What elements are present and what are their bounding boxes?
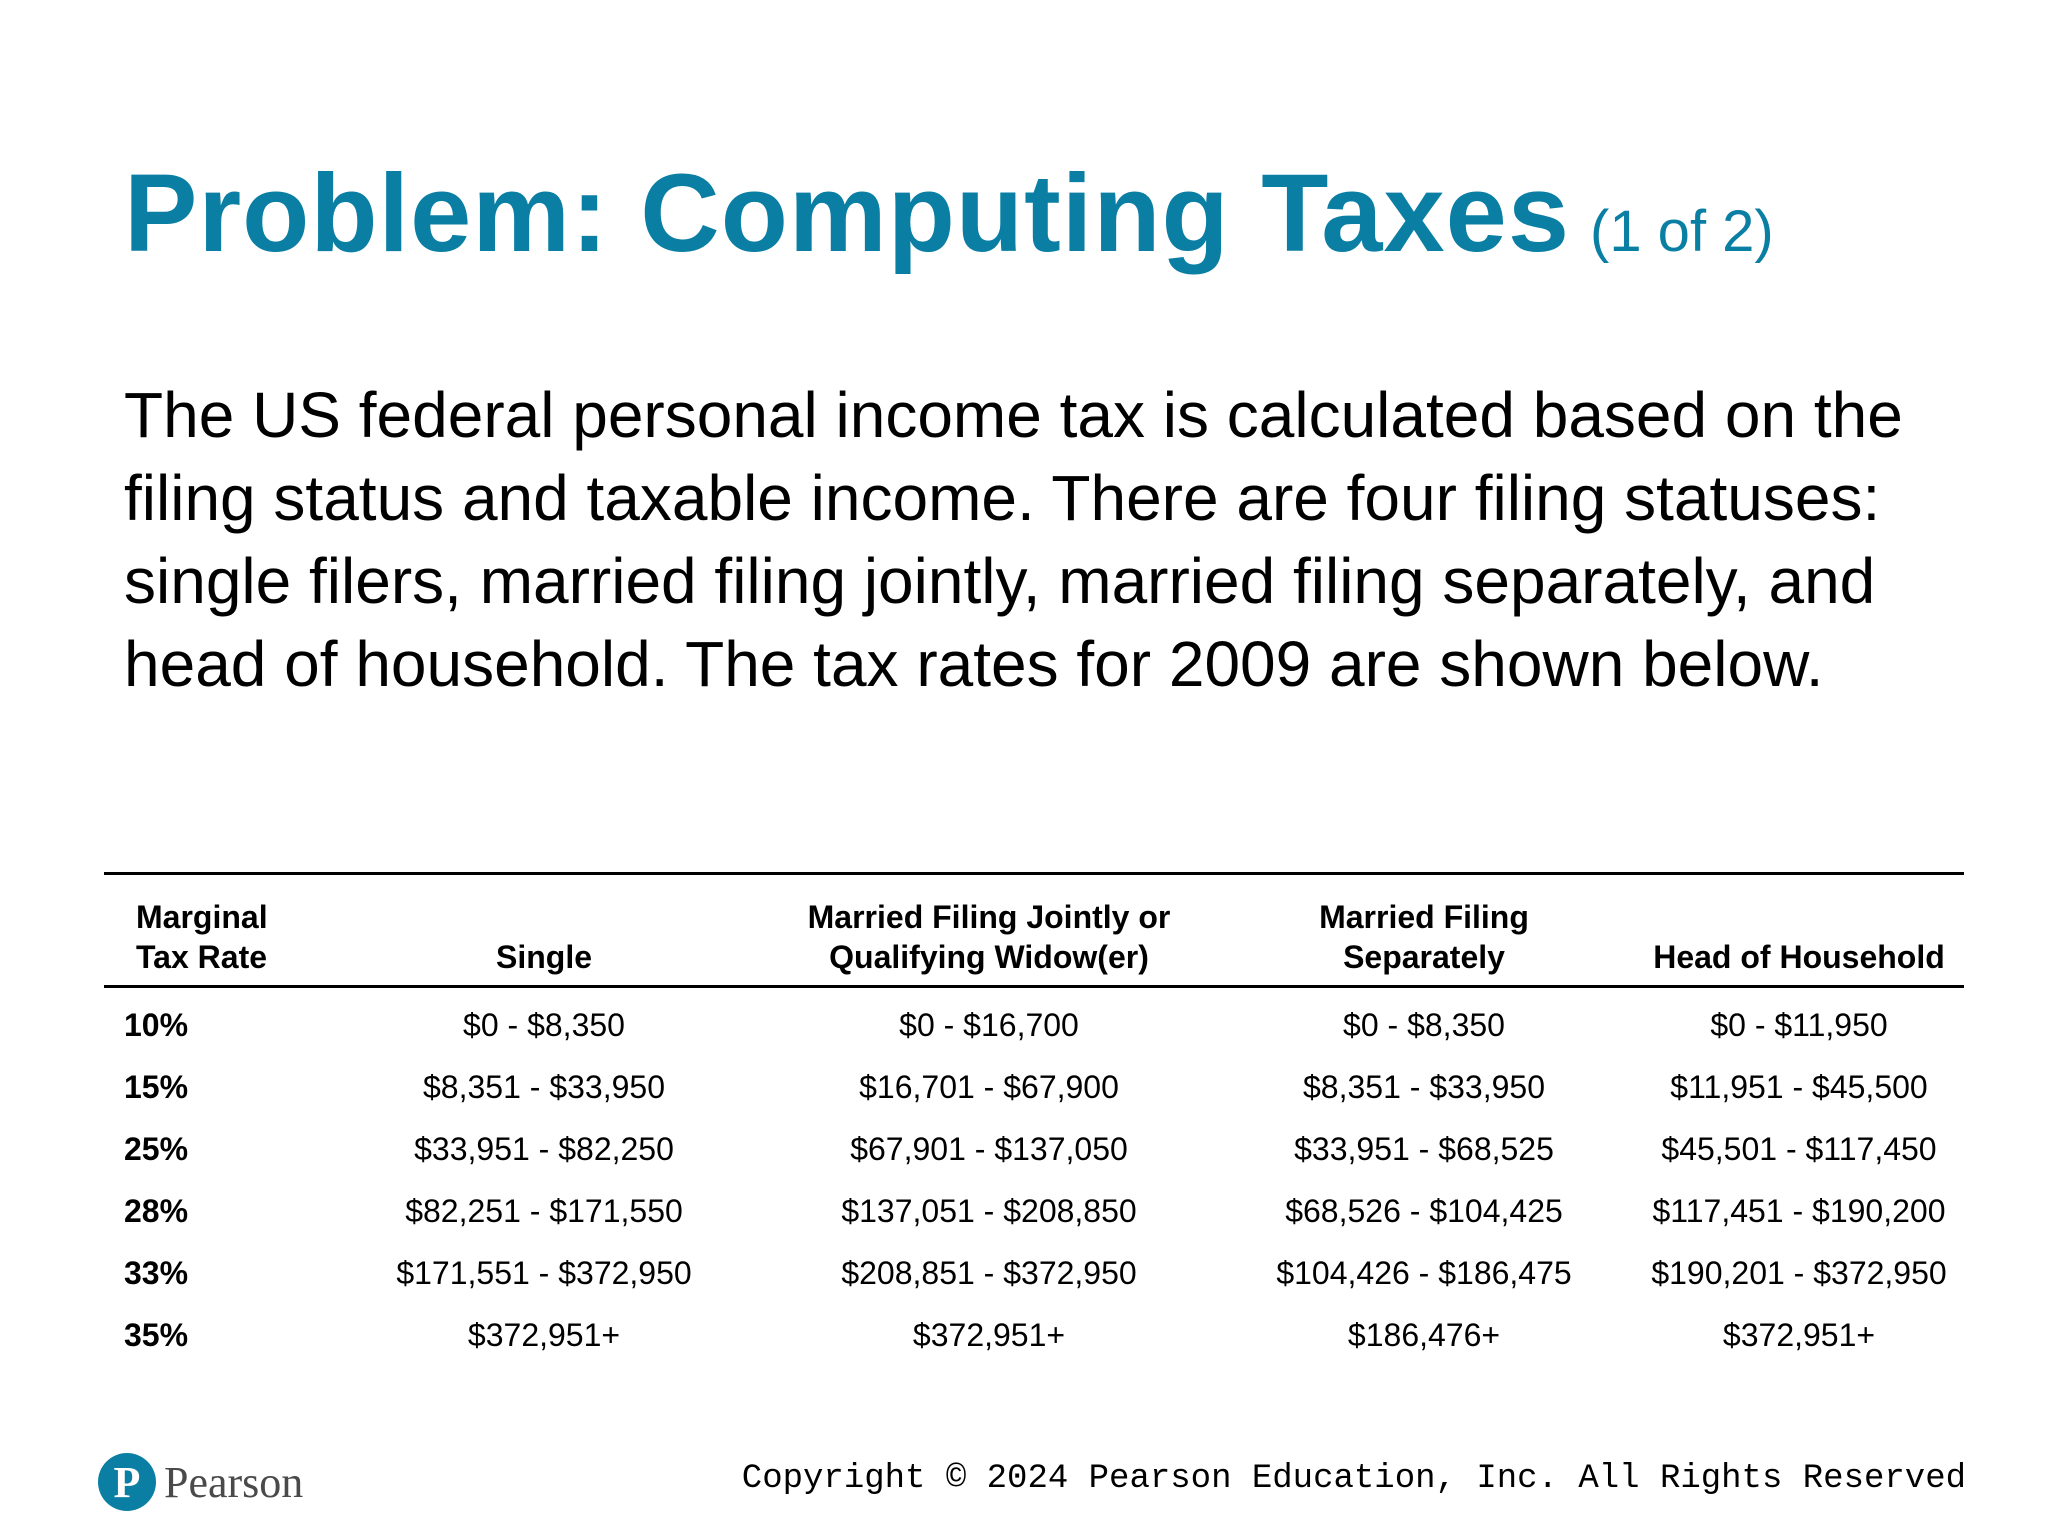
jointly-range-cell: $208,851 - $372,950 [841,1254,1137,1291]
separately-range-cell: $8,351 - $33,950 [1303,1068,1545,1105]
separately-range-cell: $186,476+ [1347,1316,1501,1353]
header-single: Single [495,939,592,975]
head-of-household-range-cell: $11,951 - $45,500 [1670,1068,1928,1105]
rate-cell: 35% [124,1316,189,1353]
single-range-cell: $82,251 - $171,550 [405,1192,683,1229]
table-row [104,987,1964,1057]
rate-cell: 15% [124,1068,189,1105]
jointly-range-cell: $372,951+ [912,1316,1066,1353]
single-range-cell: $0 - $8,350 [463,1006,625,1043]
header-married-filing-jointly: Married Filing Jointly or Qualifying Widow(er) [807,899,1171,975]
pearson-logo-mark-icon: P [98,1453,156,1511]
jointly-range-cell: $137,051 - $208,850 [841,1192,1137,1229]
table-row [104,1118,1964,1180]
title-part-indicator: (1 of 2) [1590,199,1774,264]
table-row [104,1180,1964,1242]
tax-rate-table [104,872,1964,1366]
copyright-notice: Copyright © 2024 Pearson Education, Inc. All Rights Reserved [741,1460,1966,1498]
jointly-range-cell: $0 - $16,700 [899,1006,1079,1043]
head-of-household-range-cell: $372,951+ [1722,1316,1876,1353]
head-of-household-range-cell: $117,451 - $190,200 [1652,1192,1946,1229]
jointly-range-cell: $67,901 - $137,050 [850,1130,1128,1167]
header-head-of-household: Head of Household [1653,939,1945,975]
table-row [104,1304,1964,1366]
header-marginal-tax-rate: Marginal Tax Rate [136,899,268,975]
rate-cell: 10% [124,1006,189,1043]
head-of-household-range-cell: $45,501 - $117,450 [1661,1130,1937,1167]
single-range-cell: $372,951+ [467,1316,621,1353]
slide-title [124,150,1774,277]
table-header-row [104,874,1964,987]
separately-range-cell: $104,426 - $186,475 [1276,1254,1572,1291]
separately-range-cell: $68,526 - $104,425 [1285,1192,1563,1229]
title-main: Problem: Computing Taxes [124,152,1570,275]
rate-cell: 33% [124,1254,189,1291]
table-row [104,1242,1964,1304]
rate-cell: 25% [124,1130,189,1167]
rate-cell: 28% [124,1192,189,1229]
separately-range-cell: $33,951 - $68,525 [1294,1130,1554,1167]
separately-range-cell: $0 - $8,350 [1343,1006,1505,1043]
header-married-filing-separately: Married Filing Separately [1319,899,1529,975]
single-range-cell: $171,551 - $372,950 [396,1254,692,1291]
single-range-cell: $33,951 - $82,250 [414,1130,674,1167]
head-of-household-range-cell: $190,201 - $372,950 [1651,1254,1947,1291]
pearson-logo [98,1452,303,1512]
table-row [104,1056,1964,1118]
jointly-range-cell: $16,701 - $67,900 [859,1068,1119,1105]
head-of-household-range-cell: $0 - $11,950 [1710,1006,1888,1043]
body-paragraph: The US federal personal income tax is calculated based on the filing status and taxable income. There are four filing statuses: single filers, married filing jointly, married filing separately, and head of household. The tax rates for 2009 are shown below. [124,379,1903,700]
single-range-cell: $8,351 - $33,950 [423,1068,665,1105]
pearson-logo-text: Pearson [164,1457,304,1507]
